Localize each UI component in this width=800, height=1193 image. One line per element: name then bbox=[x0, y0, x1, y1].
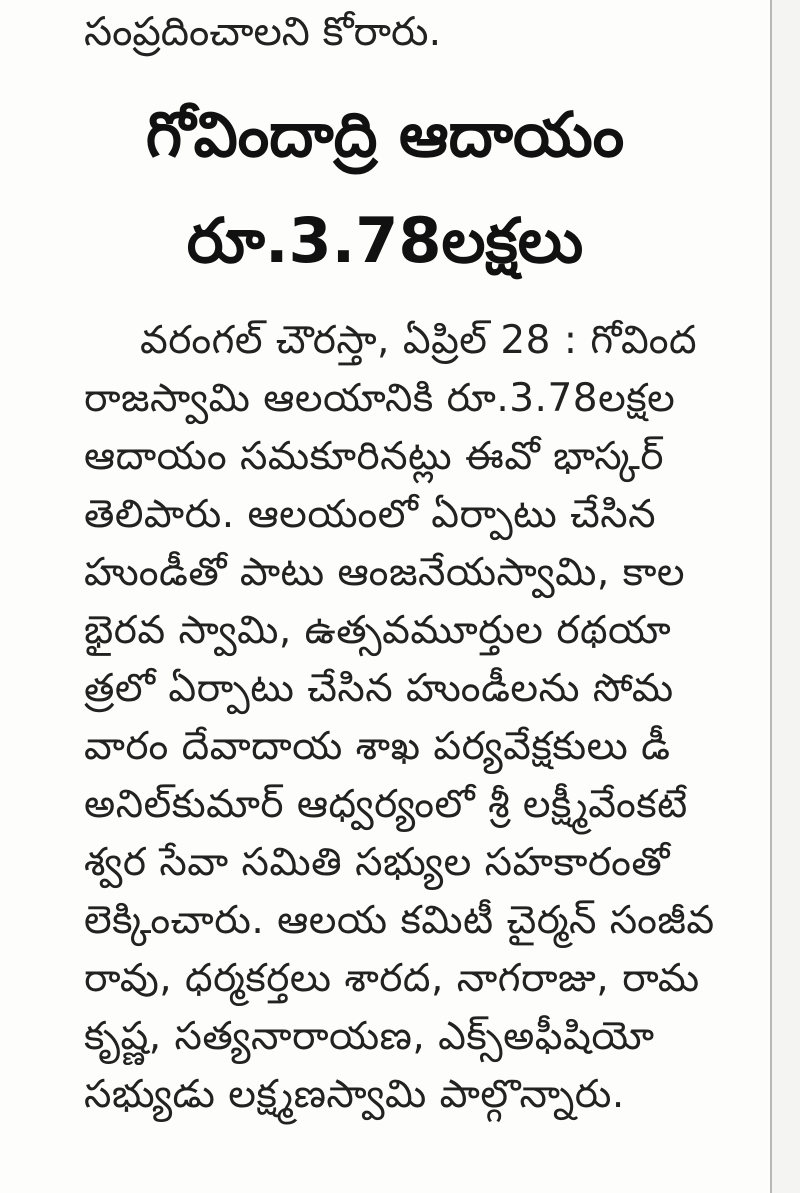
body-line: అనిల్‌కుమార్ ఆధ్వర్యంలో శ్రీ లక్ష్మీవేంకటే bbox=[84, 782, 688, 827]
body-line: ఆదాయం సమకూరినట్లు ఈవో భాస్కర్ bbox=[84, 434, 664, 479]
article-body bbox=[84, 312, 748, 1124]
body-line: రాజస్వామి ఆలయానికి రూ.3.78లక్షల bbox=[84, 376, 676, 421]
body-line: శ్వర సేవా సమితి సభ్యుల సహకారంతో bbox=[84, 840, 670, 885]
body-line: లెక్కించారు. ఆలయ కమిటీ చైర్మన్ సంజీవ bbox=[84, 898, 715, 943]
body-line: వారం దేవాదాయ శాఖ పర్యవేక్షకులు డీ bbox=[84, 724, 671, 769]
body-line: కృష్ణ, సత్యనారాయణ, ఎక్స్‌అఫీషియో bbox=[84, 1014, 655, 1059]
body-line: భైరవ స్వామి, ఉత్సవమూర్తుల రథయా bbox=[84, 608, 672, 653]
body-line: సభ్యుడు లక్ష్మణస్వామి పాల్గొన్నారు. bbox=[84, 1072, 625, 1117]
page-margin bbox=[772, 0, 800, 1193]
body-line: తెలిపారు. ఆలయంలో ఏర్పాటు చేసిన bbox=[84, 492, 657, 537]
body-line: త్రలో ఏర్పాటు చేసిన హుండీలను సోమ bbox=[84, 666, 674, 711]
headline-line-2: రూ.3.78లక్షలు bbox=[186, 204, 584, 277]
previous-article-line: సంప్రదించాలని కోరారు. bbox=[84, 9, 442, 55]
body-line: వరంగల్ చౌరస్తా, ఏప్రిల్ 28 : గోవింద bbox=[140, 318, 698, 363]
body-line: రావు, ధర్మకర్తలు శారద, నాగరాజు, రామ bbox=[84, 956, 700, 1001]
headline-line-1: గోవిందాద్రి ఆదాయం bbox=[145, 98, 625, 171]
body-line: హుండీతో పాటు ఆంజనేయస్వామి, కాల bbox=[84, 550, 686, 595]
